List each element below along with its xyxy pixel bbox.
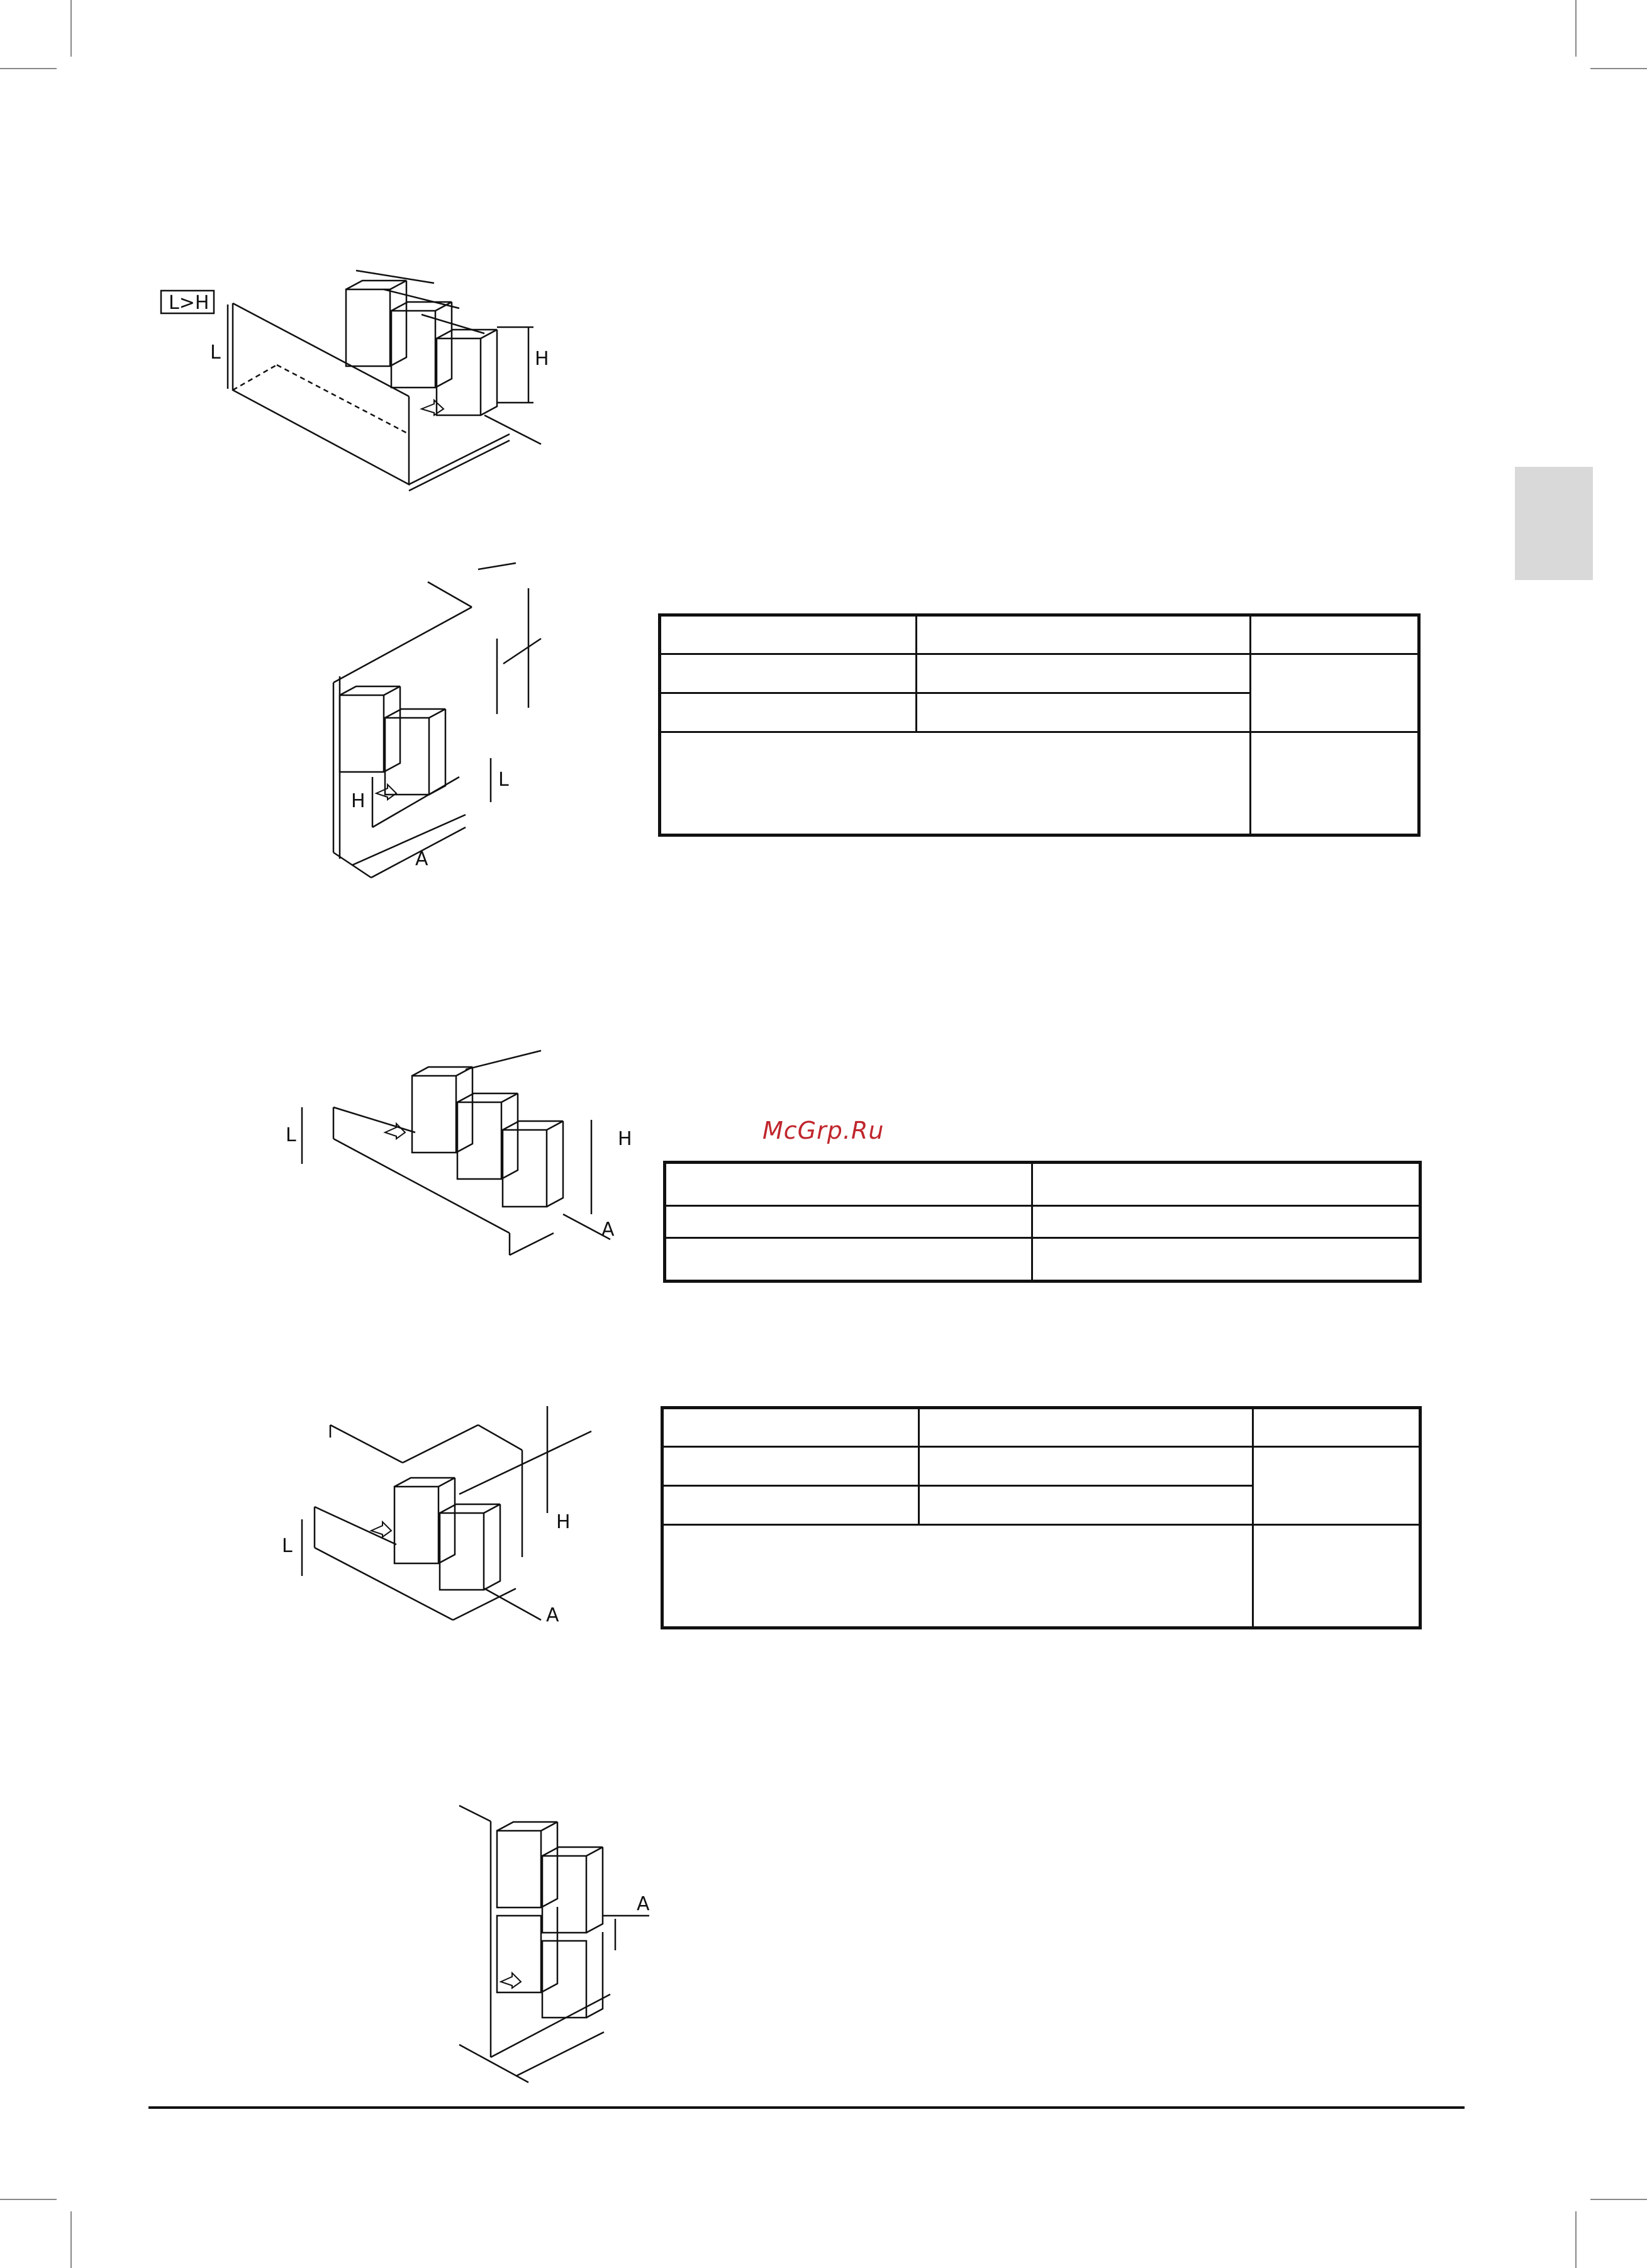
crop-mark [1590,2199,1647,2200]
figure-installation-1 [157,258,560,510]
dimension-label-a: A [546,1604,559,1626]
crop-mark [0,2199,57,2200]
dimension-label-l: L [282,1535,293,1557]
dimension-label-a: A [415,848,428,870]
figure-installation-2 [315,563,579,890]
dimension-label-h: H [556,1511,571,1533]
dimension-label-h: H [351,790,366,812]
crop-mark [1575,2211,1577,2268]
outdoor-unit-group [412,1067,563,1207]
outdoor-unit-group [340,686,445,795]
crop-mark [0,68,57,69]
dimension-label-a: A [601,1219,615,1241]
crop-mark [70,0,72,57]
badge-label: L>H [169,292,209,314]
dimension-label-a: A [637,1893,650,1915]
watermark: McGrp.Ru [762,1117,885,1144]
figure-installation-5 [453,1799,667,2082]
dimension-label-l: L [210,342,221,364]
crop-mark [1575,0,1577,57]
figure-installation-3 [277,1063,632,1271]
spec-table-3 [661,1406,1422,1629]
spec-table-2 [663,1161,1422,1283]
page-rule [148,2106,1465,2109]
crop-mark [70,2211,72,2268]
spec-table-1 [658,613,1421,837]
side-tab [1515,467,1593,580]
dimension-label-l: L [498,769,509,791]
dimension-label-l: L [286,1124,296,1146]
figure-installation-4 [277,1400,604,1670]
outdoor-unit-group [394,1478,500,1590]
crop-mark [1590,68,1647,69]
dimension-label-h: H [535,348,549,370]
dimension-label-h: H [618,1128,632,1150]
outdoor-unit-group [346,281,497,415]
